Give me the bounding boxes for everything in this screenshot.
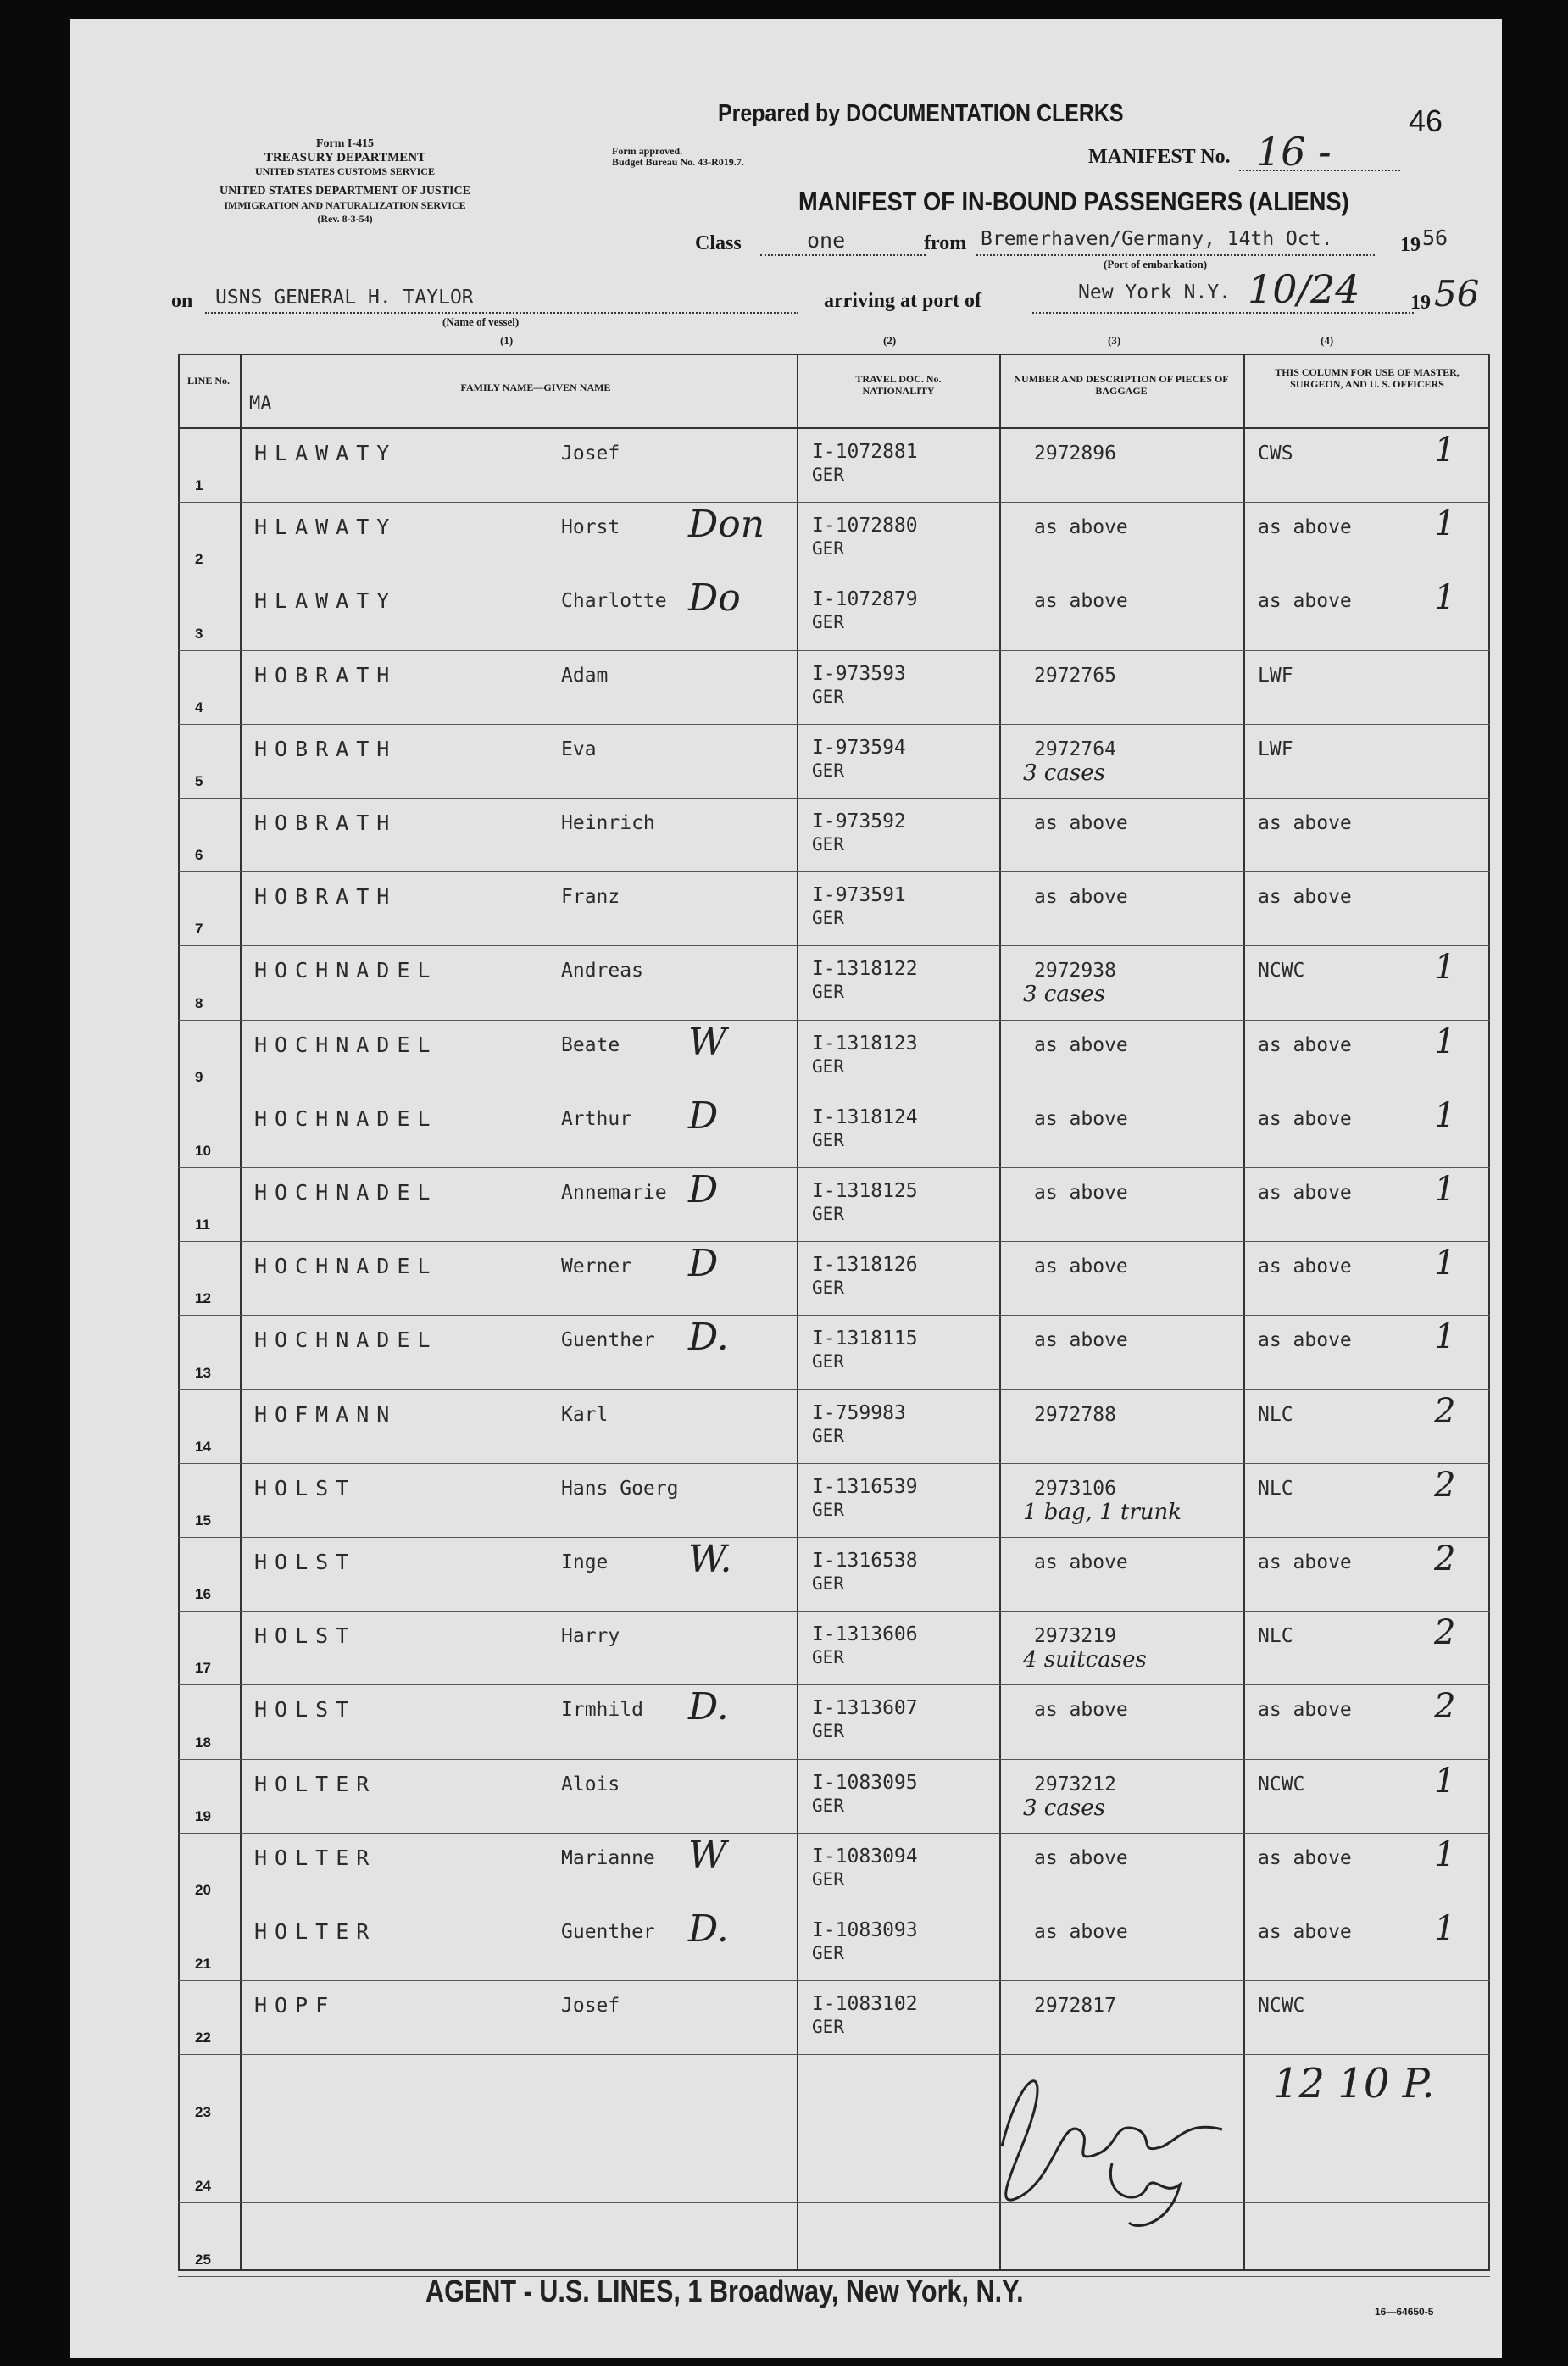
- officer-mark: 1: [1434, 1761, 1456, 1801]
- given-name: Inge: [561, 1551, 609, 1573]
- family-name: HOLST: [254, 1623, 357, 1649]
- travel-doc-number: I-1316539: [812, 1475, 918, 1498]
- nationality: GER: [812, 1204, 844, 1224]
- family-name: HOBRATH: [254, 662, 398, 688]
- officer-mark: 1: [1434, 1317, 1456, 1357]
- officer-code: as above: [1258, 1699, 1352, 1722]
- nationality: GER: [812, 982, 844, 1003]
- line-number: 13: [195, 1364, 211, 1381]
- nationality: GER: [812, 1425, 844, 1446]
- family-name: HOCHNADEL: [254, 1328, 438, 1353]
- travel-doc-number: I-1316538: [812, 1550, 918, 1572]
- travel-doc-number: I-1318126: [812, 1254, 918, 1277]
- line-number: 5: [195, 772, 203, 789]
- family-name: HOLST: [254, 1475, 357, 1500]
- officer-code: NLC: [1258, 1477, 1293, 1500]
- travel-doc-number: I-1083093: [812, 1919, 918, 1941]
- given-name: Guenther: [561, 1329, 655, 1352]
- family-name: HOBRATH: [254, 736, 398, 761]
- travel-doc-number: I-1318123: [812, 1032, 918, 1055]
- port-embarkation-caption: (Port of embarkation): [1104, 258, 1208, 270]
- baggage-number: as above: [1034, 1255, 1128, 1278]
- baggage-number: 2972938: [1034, 960, 1116, 983]
- family-name: HOCHNADEL: [254, 1105, 438, 1131]
- given-name: Beate: [561, 1033, 620, 1056]
- given-name: Alois: [561, 1773, 620, 1795]
- class-label: Class: [695, 232, 742, 254]
- line-number: 10: [195, 1142, 211, 1159]
- table-row: [70, 1094, 1502, 1168]
- table-row: [70, 1168, 1502, 1242]
- budget-bureau: Budget Bureau No. 43-R019.7.: [612, 156, 744, 168]
- travel-doc-number: I-1318124: [812, 1105, 918, 1128]
- baggage-note: 1 bag, 1 trunk: [1023, 1499, 1182, 1525]
- officer-code: as above: [1258, 812, 1352, 834]
- given-name: Andreas: [561, 960, 643, 983]
- baggage-number: as above: [1034, 1033, 1128, 1056]
- line-number: 4: [195, 699, 203, 715]
- line-number: 14: [195, 1438, 211, 1455]
- given-name: Eva: [561, 738, 597, 760]
- officer-code: as above: [1258, 1551, 1352, 1573]
- given-name: Hans Goerg: [561, 1477, 679, 1500]
- signature-note: 12 10 P.: [1273, 2060, 1435, 2107]
- officer-mark: 1: [1434, 1022, 1456, 1061]
- nationality: GER: [812, 760, 844, 781]
- handwritten-initial: W.: [688, 1538, 732, 1581]
- table-row: [70, 2129, 1502, 2203]
- line-number: 15: [195, 1511, 211, 1528]
- officer-code: LWF: [1258, 738, 1293, 760]
- travel-doc-number: I-1313606: [812, 1623, 918, 1646]
- nationality: GER: [812, 1943, 844, 1963]
- nationality: GER: [812, 1868, 844, 1890]
- travel-doc-number: I-1083102: [812, 1993, 918, 2016]
- nationality: GER: [812, 1055, 844, 1077]
- prepared-by: Prepared by DOCUMENTATION CLERKS: [718, 100, 1124, 127]
- officer-code: LWF: [1258, 664, 1293, 687]
- baggage-number: as above: [1034, 886, 1128, 909]
- table-row: [70, 799, 1502, 872]
- table-row: [70, 1981, 1502, 2055]
- family-name: HOLTER: [254, 1919, 377, 1944]
- officer-code: as above: [1258, 886, 1352, 909]
- line-number: 20: [195, 1881, 211, 1898]
- on-label: on: [171, 290, 193, 312]
- officer-mark: 2: [1434, 1687, 1456, 1727]
- header-travel-doc: TRAVEL DOC. No. NATIONALITY: [855, 373, 942, 397]
- baggage-note: 3 cases: [1023, 982, 1105, 1008]
- officer-mark: 1: [1434, 1244, 1456, 1283]
- baggage-number: as above: [1034, 812, 1128, 834]
- nationality: GER: [812, 538, 844, 559]
- handwritten-initial: D.: [688, 1316, 729, 1360]
- baggage-number: 2973106: [1034, 1477, 1116, 1500]
- vessel-name: USNS GENERAL H. TAYLOR: [215, 287, 474, 309]
- nationality: GER: [812, 612, 844, 633]
- officer-mark: 2: [1434, 1539, 1456, 1578]
- officer-code: as above: [1258, 1107, 1352, 1130]
- nationality: GER: [812, 1721, 844, 1742]
- arriving-label: arriving at port of: [824, 290, 981, 312]
- arrival-year-suffix: 56: [1434, 273, 1480, 315]
- family-name: HOCHNADEL: [254, 1254, 438, 1279]
- arrival-year-prefix: 19: [1410, 292, 1431, 314]
- baggage-number: as above: [1034, 1699, 1128, 1722]
- travel-doc-number: I-1072881: [812, 441, 918, 463]
- table-row: [70, 2203, 1502, 2277]
- given-name: Guenther: [561, 1921, 655, 1943]
- travel-doc-number: I-1083094: [812, 1845, 918, 1868]
- line-number: 1: [195, 477, 203, 494]
- table-row: [70, 1685, 1502, 1759]
- baggage-number: 2972765: [1034, 664, 1116, 687]
- family-name: HOBRATH: [254, 884, 398, 910]
- customs-service: UNITED STATES CUSTOMS SERVICE: [255, 165, 435, 177]
- baggage-number: as above: [1034, 590, 1128, 613]
- nationality: GER: [812, 1499, 844, 1520]
- line-number: 11: [195, 1216, 210, 1233]
- page-number: 46: [1409, 103, 1443, 138]
- nationality: GER: [812, 2017, 844, 2038]
- line-number: 6: [195, 847, 203, 864]
- officer-mark: 1: [1434, 1909, 1456, 1948]
- baggage-note: 4 suitcases: [1023, 1647, 1147, 1673]
- family-name: HOCHNADEL: [254, 958, 438, 983]
- vessel-line: [205, 312, 798, 314]
- officer-code: NCWC: [1258, 1773, 1305, 1795]
- approval-block: [612, 146, 744, 168]
- officer-mark: 1: [1434, 578, 1456, 618]
- table-row: [70, 946, 1502, 1020]
- table-row: [70, 1907, 1502, 1981]
- travel-doc-number: I-1313607: [812, 1697, 918, 1720]
- officer-mark: 2: [1434, 1465, 1456, 1505]
- line-number: 3: [195, 625, 203, 642]
- given-name: Franz: [561, 886, 620, 909]
- officer-code: NLC: [1258, 1625, 1293, 1648]
- baggage-number: 2973212: [1034, 1773, 1116, 1795]
- year-prefix: 19: [1400, 234, 1421, 256]
- arrival-port: New York N.Y.: [1078, 281, 1232, 303]
- table-row: [70, 429, 1502, 503]
- manifest-number: 16 -: [1256, 129, 1332, 175]
- line-number: 18: [195, 1734, 211, 1751]
- baggage-number: as above: [1034, 1182, 1128, 1204]
- family-name: HOCHNADEL: [254, 1180, 438, 1205]
- immigration-service: IMMIGRATION AND NATURALIZATION SERVICE: [224, 199, 466, 211]
- form-number: Form I-415: [315, 137, 375, 150]
- handwritten-initial: Don: [688, 503, 765, 547]
- table-row: [70, 1834, 1502, 1907]
- officer-code: as above: [1258, 1921, 1352, 1943]
- line-number: 25: [195, 2251, 211, 2268]
- manifest-title: MANIFEST OF IN-BOUND PASSENGERS (ALIENS): [798, 186, 1349, 216]
- given-name: Annemarie: [561, 1182, 667, 1204]
- family-name: HOCHNADEL: [254, 1032, 438, 1057]
- from-label: from: [924, 232, 967, 254]
- family-name: HOLST: [254, 1697, 357, 1723]
- handwritten-initial: W: [688, 1833, 727, 1877]
- officer-mark: 1: [1434, 1834, 1456, 1874]
- family-name: HOLTER: [254, 1771, 377, 1796]
- line-number: 7: [195, 921, 203, 938]
- given-name: Charlotte: [561, 590, 667, 613]
- col-number-2: (2): [883, 334, 897, 347]
- given-name: Marianne: [561, 1846, 655, 1869]
- line-number: 12: [195, 1290, 211, 1307]
- handwritten-initial: W: [688, 1020, 727, 1064]
- table-row: [70, 1242, 1502, 1316]
- line-number: 8: [195, 994, 203, 1011]
- header-baggage: NUMBER AND DESCRIPTION OF PIECES OF BAGGAGE: [1014, 373, 1229, 397]
- nationality: GER: [812, 1129, 844, 1150]
- travel-doc-number: I-1072880: [812, 515, 918, 537]
- justice-dept: UNITED STATES DEPARTMENT OF JUSTICE: [220, 185, 470, 198]
- form-approved: Form approved.: [612, 145, 683, 157]
- table-row: [70, 1760, 1502, 1834]
- given-name: Horst: [561, 516, 620, 539]
- baggage-number: as above: [1034, 1551, 1128, 1573]
- officer-code: as above: [1258, 1846, 1352, 1869]
- family-name: HLAWATY: [254, 441, 398, 465]
- baggage-number: as above: [1034, 516, 1128, 539]
- officer-mark: 1: [1434, 1170, 1456, 1209]
- family-name: HOBRATH: [254, 810, 398, 835]
- officer-code: as above: [1258, 590, 1352, 613]
- baggage-number: 2972896: [1034, 443, 1116, 465]
- officer-code: as above: [1258, 1329, 1352, 1352]
- class-value: one: [807, 228, 846, 253]
- travel-doc-number: I-759983: [812, 1401, 906, 1424]
- officer-code: as above: [1258, 516, 1352, 539]
- header-line-no: LINE No.: [186, 375, 230, 387]
- officer-code: NLC: [1258, 1403, 1293, 1426]
- officer-code: NCWC: [1258, 960, 1305, 983]
- handwritten-initial: Do: [688, 576, 741, 621]
- given-name: Irmhild: [561, 1699, 643, 1722]
- line-number: 19: [195, 1807, 211, 1824]
- table-row: [70, 1612, 1502, 1685]
- officer-code: as above: [1258, 1255, 1352, 1278]
- revision: (Rev. 8-3-54): [317, 213, 373, 225]
- travel-doc-number: I-973592: [812, 810, 906, 832]
- line-number: 23: [195, 2103, 211, 2120]
- family-name: HOPF: [254, 1993, 336, 2018]
- family-name: HLAWATY: [254, 515, 398, 540]
- given-name: Adam: [561, 664, 609, 687]
- baggage-number: as above: [1034, 1846, 1128, 1869]
- travel-doc-number: I-973594: [812, 736, 906, 759]
- from-line: [976, 254, 1375, 256]
- travel-doc-number: I-973591: [812, 884, 906, 907]
- table-row: [70, 1316, 1502, 1389]
- table-row: [70, 1390, 1502, 1464]
- line-number: 22: [195, 2029, 211, 2046]
- agent-stamp: AGENT - U.S. LINES, 1 Broadway, New York, N.Y.: [425, 2274, 1024, 2308]
- table-row: [70, 1021, 1502, 1094]
- baggage-number: 2973219: [1034, 1625, 1116, 1648]
- officer-mark: 2: [1434, 1391, 1456, 1431]
- officer-code: CWS: [1258, 443, 1293, 465]
- baggage-number: 2972788: [1034, 1403, 1116, 1426]
- officer-mark: 2: [1434, 1613, 1456, 1653]
- officer-code: NCWC: [1258, 1995, 1305, 2018]
- family-name: HLAWATY: [254, 588, 398, 614]
- travel-doc-number: I-1072879: [812, 588, 918, 611]
- class-line: [760, 254, 926, 256]
- table-row: [70, 725, 1502, 799]
- travel-doc-number: I-1318125: [812, 1180, 918, 1202]
- manifest-page: [70, 19, 1502, 2358]
- nationality: GER: [812, 1351, 844, 1372]
- handwritten-initial: D: [688, 1242, 719, 1286]
- header-name-note: MA: [249, 393, 272, 415]
- baggage-number: as above: [1034, 1329, 1128, 1352]
- officer-mark: 1: [1434, 948, 1456, 988]
- family-name: HOLTER: [254, 1845, 377, 1870]
- line-number: 17: [195, 1660, 211, 1677]
- handwritten-initial: D: [688, 1094, 719, 1138]
- officer-mark: 1: [1434, 504, 1456, 544]
- manifest-label: MANIFEST No.: [1088, 146, 1231, 168]
- family-name: HOLST: [254, 1550, 357, 1574]
- arrival-date: 10/24: [1248, 266, 1360, 312]
- line-number: 16: [195, 1586, 211, 1603]
- given-name: Heinrich: [561, 812, 655, 834]
- given-name: Werner: [561, 1255, 632, 1278]
- nationality: GER: [812, 908, 844, 929]
- nationality: GER: [812, 686, 844, 707]
- line-number: 9: [195, 1068, 203, 1085]
- table-row: [70, 503, 1502, 576]
- col-number-1: (1): [500, 334, 514, 347]
- line-number: 2: [195, 551, 203, 568]
- line-number: 21: [195, 1956, 211, 1973]
- baggage-note: 3 cases: [1023, 1795, 1105, 1821]
- nationality: GER: [812, 1278, 844, 1299]
- header-name: FAMILY NAME—GIVEN NAME: [460, 381, 611, 393]
- baggage-number: 2972764: [1034, 738, 1116, 760]
- nationality: GER: [812, 834, 844, 855]
- year-suffix: 56: [1422, 225, 1448, 250]
- travel-doc-number: I-973593: [812, 662, 906, 685]
- table-row: [70, 1464, 1502, 1538]
- handwritten-initial: D: [688, 1168, 719, 1211]
- form-block: [171, 137, 519, 225]
- travel-doc-number: I-1318115: [812, 1328, 918, 1350]
- nationality: GER: [812, 1647, 844, 1668]
- baggage-number: 2972817: [1034, 1995, 1116, 2018]
- baggage-number: as above: [1034, 1107, 1128, 1130]
- officer-signature: [968, 2028, 1239, 2248]
- baggage-number: as above: [1034, 1921, 1128, 1943]
- col-number-3: (3): [1108, 334, 1121, 347]
- header-officers: THIS COLUMN FOR USE OF MASTER, SURGEON, AND U. S. OFFICERS: [1275, 366, 1460, 390]
- nationality: GER: [812, 1795, 844, 1816]
- handwritten-initial: D.: [688, 1685, 729, 1729]
- col-number-4: (4): [1321, 334, 1334, 347]
- travel-doc-number: I-1318122: [812, 958, 918, 981]
- handwritten-initial: D.: [688, 1907, 729, 1951]
- given-name: Harry: [561, 1625, 620, 1648]
- print-code: 16—64650-5: [1375, 2306, 1434, 2318]
- table-row: [70, 872, 1502, 946]
- family-name: HOFMANN: [254, 1401, 398, 1427]
- officer-mark: 1: [1434, 1095, 1456, 1135]
- table-row: [70, 576, 1502, 650]
- line-number: 24: [195, 2177, 211, 2194]
- given-name: Josef: [561, 1995, 620, 2018]
- given-name: Arthur: [561, 1107, 632, 1130]
- vessel-caption: (Name of vessel): [442, 315, 520, 328]
- table-row: [70, 651, 1502, 725]
- officer-code: as above: [1258, 1182, 1352, 1204]
- treasury-dept: TREASURY DEPARTMENT: [264, 151, 426, 164]
- given-name: Josef: [561, 443, 620, 465]
- baggage-note: 3 cases: [1023, 760, 1105, 786]
- arrival-line: [1032, 312, 1414, 314]
- officer-code: as above: [1258, 1033, 1352, 1056]
- given-name: Karl: [561, 1403, 609, 1426]
- travel-doc-number: I-1083095: [812, 1771, 918, 1794]
- nationality: GER: [812, 465, 844, 485]
- from-value: Bremerhaven/Germany, 14th Oct.: [981, 228, 1333, 250]
- officer-mark: 1: [1434, 431, 1456, 470]
- nationality: GER: [812, 1573, 844, 1594]
- table-row: [70, 1538, 1502, 1612]
